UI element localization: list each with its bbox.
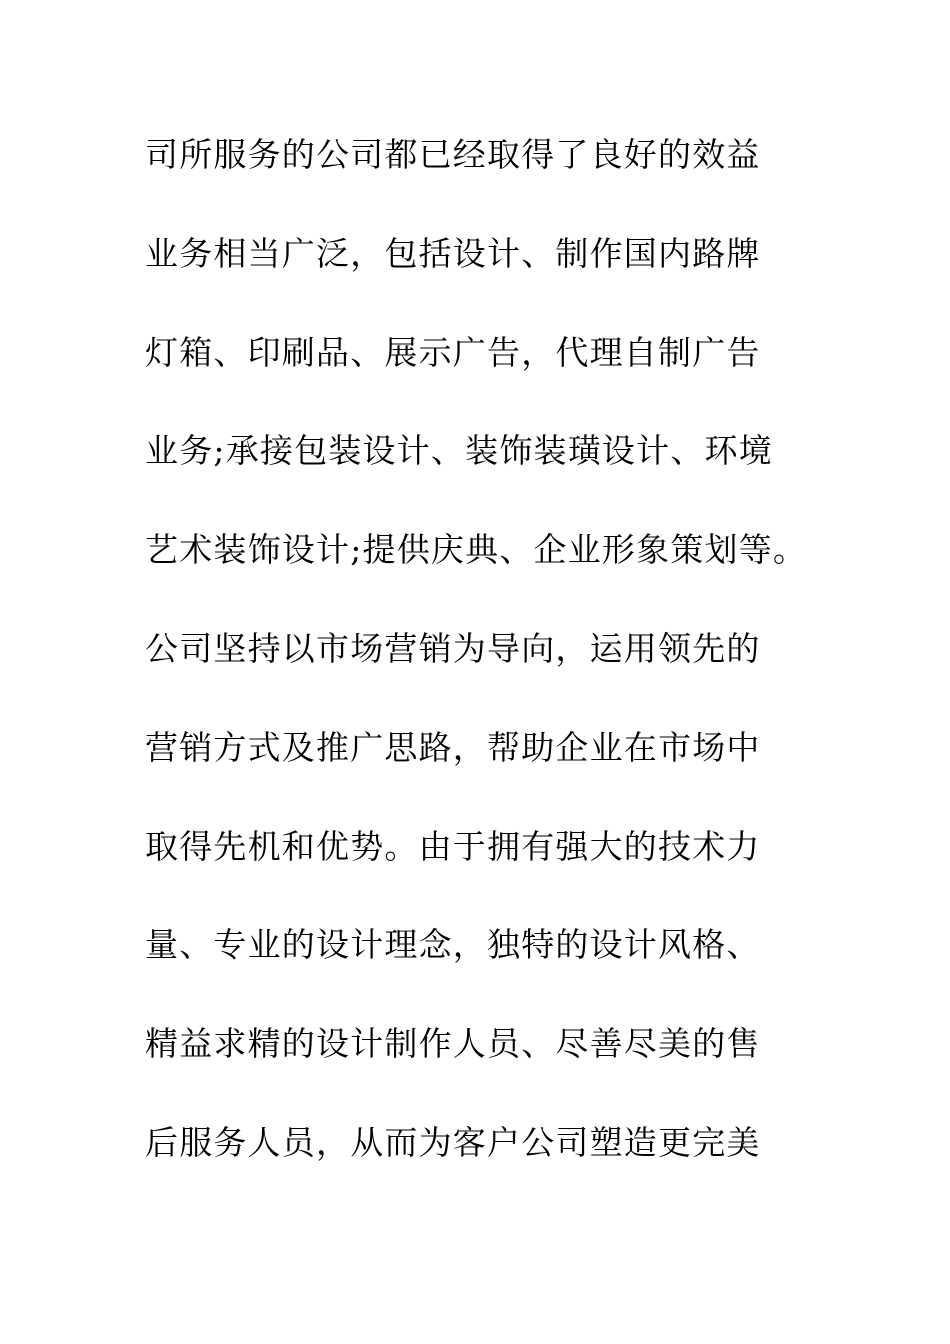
text-line: 量、专业的设计理念，独特的设计风格、 — [145, 925, 761, 965]
body-text — [145, 125, 865, 1212]
text-line: 后服务人员，从而为客户公司塑造更完美 — [145, 1122, 761, 1162]
text-line: 取得先机和优势。由于拥有强大的技术力 — [145, 826, 761, 866]
text-line: 精益求精的设计制作人员、尽善尽美的售 — [145, 1024, 761, 1064]
text-line: 司所服务的公司都已经取得了良好的效益 — [145, 135, 761, 174]
text-line: 艺术装饰设计;提供庆典、企业形象策划等。 — [145, 530, 808, 570]
text-line: 营销方式及推广思路，帮助企业在市场中 — [145, 727, 761, 767]
text-line: 业务相当广泛，包括设计、制作国内路牌 — [145, 233, 761, 273]
text-line: 灯箱、印刷品、展示广告，代理自制广告 — [145, 332, 761, 372]
text-line: 公司坚持以市场营销为导向，运用领先的 — [145, 628, 761, 668]
text-line: 业务;承接包装设计、装饰装璜设计、环境 — [145, 431, 773, 471]
